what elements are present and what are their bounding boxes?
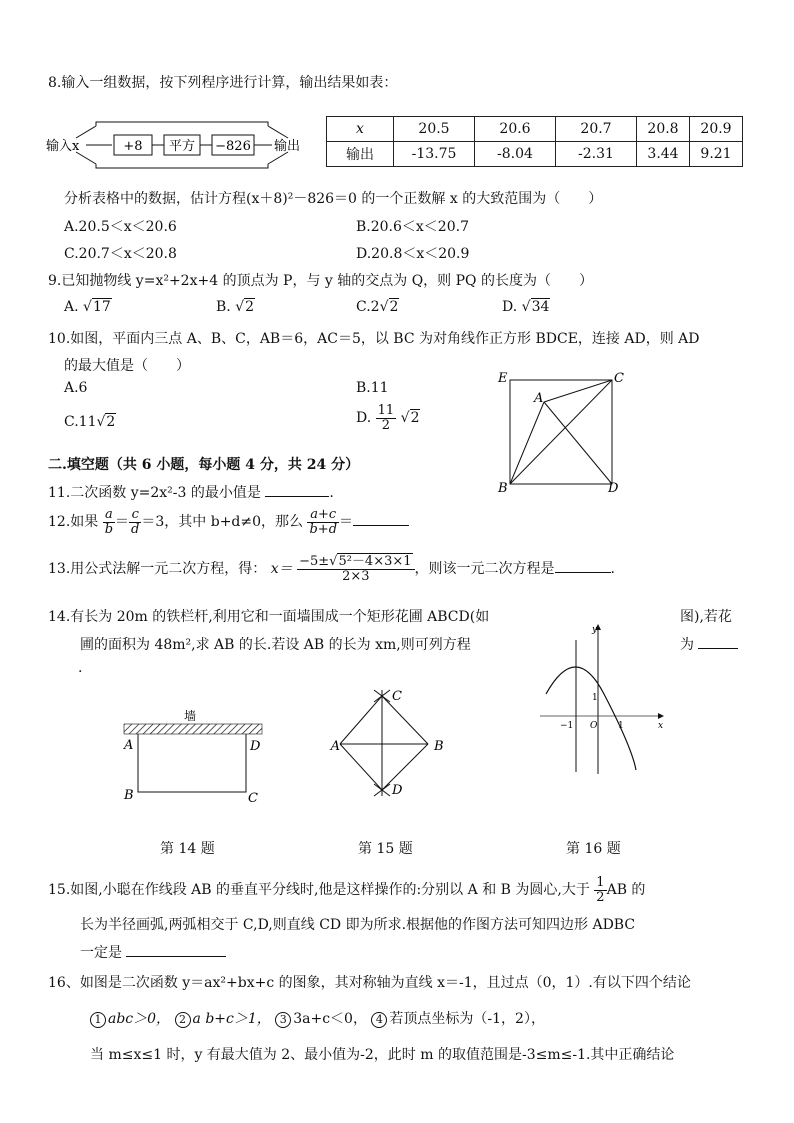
label-b: B bbox=[498, 481, 508, 494]
fig15-d: D bbox=[392, 783, 403, 798]
q9-option-c: C.2√2 bbox=[356, 299, 399, 315]
table-header-output: 输出 bbox=[327, 142, 394, 167]
q14-line2b: 为 bbox=[680, 634, 738, 654]
q8-title: 8.输入一组数据，按下列程序进行计算，输出结果如表： bbox=[48, 75, 398, 91]
flow-input-label: 输入x bbox=[46, 139, 80, 154]
q15-line2: 长为半径画弧,两弧相交于 C,D,则直线 CD 即为所求.根据他的作图方法可知四边形 ADBC bbox=[80, 917, 636, 933]
table-cell: -2.31 bbox=[556, 142, 637, 167]
q8-flowchart bbox=[46, 114, 316, 176]
label-c: C bbox=[614, 371, 624, 386]
q14-dot: . bbox=[78, 660, 83, 676]
figure-14 bbox=[118, 702, 278, 812]
q16-line1: 16、如图是二次函数 y＝ax²+bx+c 的图象，其对称轴为直线 x＝-1，且过点（0，1）.有以下四个结论 bbox=[48, 975, 691, 991]
q10-line2: 的最大值是（ ） bbox=[64, 358, 190, 374]
fig16-y-one: 1 bbox=[592, 693, 598, 703]
q14-line2a: 圃的面积为 48m²,求 AB 的长.若设 AB 的长为 xm,则可列方程 bbox=[80, 637, 471, 653]
table-cell: -13.75 bbox=[394, 142, 475, 167]
table-cell: 20.5 bbox=[394, 117, 475, 142]
fig16-y-axis: y bbox=[592, 625, 598, 635]
flow-step-subtract: −826 bbox=[215, 139, 251, 154]
q15-line3: 一定是 bbox=[80, 942, 226, 962]
q10-option-b: B.11 bbox=[356, 380, 389, 396]
q10-option-d: D. $\frac{11}{2}$ √2 bbox=[356, 403, 420, 433]
caption-14: 第 14 题 bbox=[160, 841, 215, 857]
q8-table bbox=[326, 116, 743, 167]
section-heading: 二.填空题（共 6 小题，每小题 4 分，共 24 分） bbox=[48, 457, 360, 473]
q10-option-a: A.6 bbox=[64, 380, 88, 396]
q14-line1a: 14.有长为 20m 的铁栏杆,利用它和一面墙围成一个矩形花圃 ABCD(如 bbox=[48, 609, 490, 625]
fig15-c: C bbox=[392, 689, 402, 704]
q14-line1b: 图),若花 bbox=[680, 609, 732, 625]
q8-option-b: B.20.6＜x＜20.7 bbox=[356, 219, 469, 235]
fig14-b: B bbox=[124, 788, 134, 803]
fig14-d: D bbox=[250, 739, 261, 754]
caption-16: 第 16 题 bbox=[566, 841, 621, 857]
figure-16 bbox=[536, 620, 668, 780]
q9-title: 9.已知抛物线 y=x²+2x+4 的顶点为 P，与 y 轴的交点为 Q，则 PQ 的长度为（ ） bbox=[48, 273, 593, 289]
q8-stem: 分析表格中的数据，估计方程(x＋8)²－826＝0 的一个正数解 x 的大致范围为（ ） bbox=[64, 191, 603, 207]
q12: 12.如果 $\frac{a}{b}$ ＝ $\frac{c}{d}$ ＝3，其中 b+d≠0，那么 $\frac{a+c}{b+d}$ ＝ bbox=[48, 508, 409, 536]
q10-figure bbox=[494, 368, 634, 494]
label-e: E bbox=[498, 371, 508, 386]
fig15-a: A bbox=[330, 739, 340, 754]
q11: 11.二次函数 y=2x²-3 的最小值是 . bbox=[48, 485, 334, 501]
figure-15 bbox=[320, 684, 454, 802]
q16-line3: 当 m≤x≤1 时，y 有最大值为 2、最小值为-2，此时 m 的取值范围是-3≤m≤-1.其中正确结论 bbox=[90, 1047, 675, 1063]
table-cell: 20.9 bbox=[690, 117, 743, 142]
fig16-x-axis: x bbox=[658, 721, 664, 731]
label-d: D bbox=[608, 481, 619, 494]
q10-line1: 10.如图，平面内三点 A、B、C，AB＝6，AC＝5，以 BC 为对角线作正方形 BDCE，连接 AD，则 AD bbox=[48, 331, 700, 347]
flow-output-label: 输出 bbox=[274, 139, 301, 154]
q8-option-d: D.20.8＜x＜20.9 bbox=[356, 246, 470, 262]
caption-15: 第 15 题 bbox=[358, 841, 413, 857]
q10-option-c: C.11√2 bbox=[64, 414, 116, 430]
flow-step-square: 平方 bbox=[168, 139, 196, 154]
table-cell: 9.21 bbox=[690, 142, 743, 167]
table-cell: 20.8 bbox=[637, 117, 690, 142]
table-cell: 3.44 bbox=[637, 142, 690, 167]
fig16-origin: O bbox=[590, 721, 598, 731]
label-a: A bbox=[534, 391, 544, 406]
fig14-a: A bbox=[124, 738, 134, 753]
q9-option-b: B. √2 bbox=[216, 299, 255, 315]
flow-step-add: +8 bbox=[123, 139, 143, 154]
table-cell: 20.7 bbox=[556, 117, 637, 142]
q9-option-a: A. √17 bbox=[64, 299, 111, 315]
q15-line1: 15.如图,小聪在作线段 AB 的垂直平分线时,他是这样操作的:分别以 A 和 B 为圆心,大于 $\frac{1}{2}$ AB 的 bbox=[48, 875, 646, 905]
fig15-b: B bbox=[434, 739, 444, 754]
fig16-x-one: 1 bbox=[618, 721, 624, 731]
wall-label: 墙 bbox=[183, 709, 197, 723]
table-cell: 20.6 bbox=[475, 117, 556, 142]
q8-option-a: A.20.5＜x＜20.6 bbox=[64, 219, 177, 235]
table-header-x: x bbox=[327, 117, 394, 142]
q16-line2: 1 abc＞0， 2 a b+c＞1， 3 3a+c＜0， 4 若顶点坐标为（-1，2）， bbox=[90, 1008, 545, 1028]
fig14-c: C bbox=[248, 791, 258, 806]
q9-option-d: D. √34 bbox=[502, 299, 550, 315]
table-cell: -8.04 bbox=[475, 142, 556, 167]
fig16-neg-one: −1 bbox=[560, 721, 574, 731]
q8-option-c: C.20.7＜x＜20.8 bbox=[64, 246, 177, 262]
q13: 13.用公式法解一元二次方程，得： x＝ $\frac{\text{−5±√5²－4×3×1}}{2\times 3}$ ，则该一元二次方程是 . bbox=[48, 554, 615, 584]
